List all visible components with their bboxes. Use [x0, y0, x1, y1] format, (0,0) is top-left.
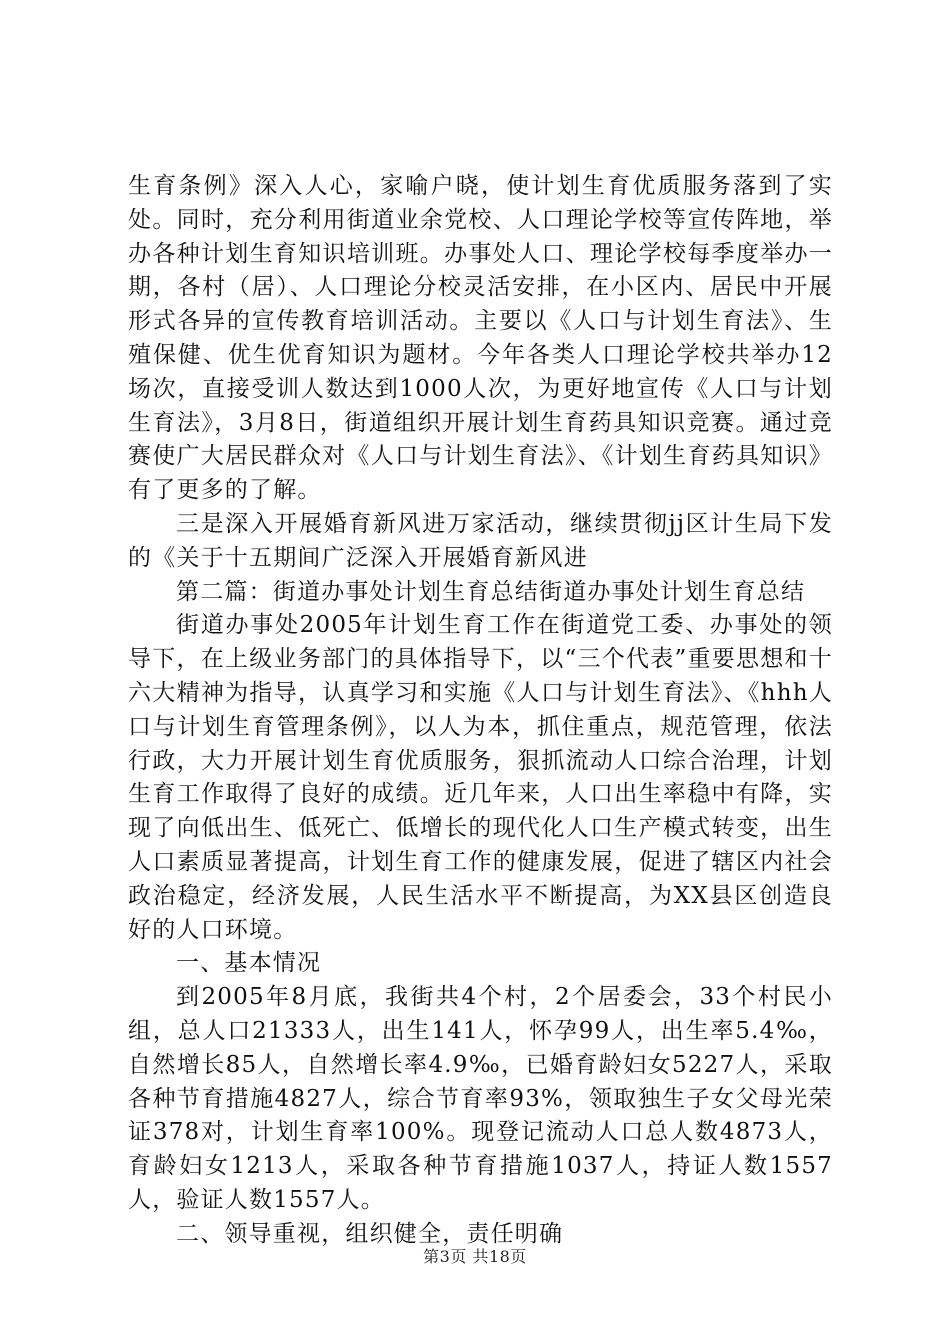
paragraph-continued-propaganda: 生育条例》深入人心，家喻户晓，使计划生育优质服务落到了实处。同时，充分利用街道业余党校、人口理论学校等宣传阵地，举办各种计划生育知识培训班。办事处人口、理论学校每季度举办一期，各村（居）、人口理论分校灵活安排，在小区内、居民中开展形式各异的宣传教育培训活动。主要以《人口与计划生育法》、生殖保健、优生优育知识为题材。今年各类人口理论学校共举办12场次，直接受训人数达到1000人次，为更好地宣传《人口与计划生育法》，3月8日，街道组织开展计划生育药具知识竞赛。通过竞赛使广大居民群众对《人口与计划生育法》、《计划生育药具知识》有了更多的了解。 — [128, 173, 833, 504]
paragraph-marriage-custom: 三是深入开展婚育新风进万家活动，继续贯彻jj区计生局下发的《关于十五期间广泛深入开展婚育新风进 — [128, 510, 833, 571]
section-title-part-two: 第二篇：街道办事处计划生育总结街道办事处计划生育总结 — [176, 578, 806, 605]
page-number-footer: 第3页 共18页 — [423, 1247, 527, 1266]
document-body — [128, 170, 833, 1252]
paragraph-overview: 街道办事处2005年计划生育工作在街道党工委、办事处的领导下，在上级业务部门的具体指导下，以“三个代表”重要思想和十六大精神为指导，认真学习和实施《人口与计划生育法》、《hhh人口与计划生育管理条例》，以人为本，抓住重点，规范管理，依法行政，大力开展计划生育优质服务，狠抓流动人口综合治理，计划生育工作取得了良好的成绩。近几年来，人口出生率稳中有降，实现了向低出生、低死亡、低增长的现代化人口生产模式转变，出生人口素质显著提高，计划生育工作的健康发展，促进了辖区内社会政治稳定，经济发展，人民生活水平不断提高，为XX县区创造良好的人口环境。 — [128, 612, 833, 943]
heading-leadership: 二、领导重视，组织健全，责任明确 — [176, 1220, 564, 1247]
heading-basic-situation: 一、基本情况 — [176, 950, 322, 977]
paragraph-statistics: 到2005年8月底，我街共4个村，2个居委会，33个村民小组，总人口21333人，出生141人，怀孕99人，出生率5.4‰，自然增长85人，自然增长率4.9‰，已婚育龄妇女5227人，采取各种节育措施4827人，综合节育率93%，领取独生子女父母光荣证378对，计划生育率100%。现登记流动人口总人数4873人，育龄妇女1213人，采取各种节育措施1037人，持证人数1557人，验证人数1557人。 — [128, 984, 833, 1213]
